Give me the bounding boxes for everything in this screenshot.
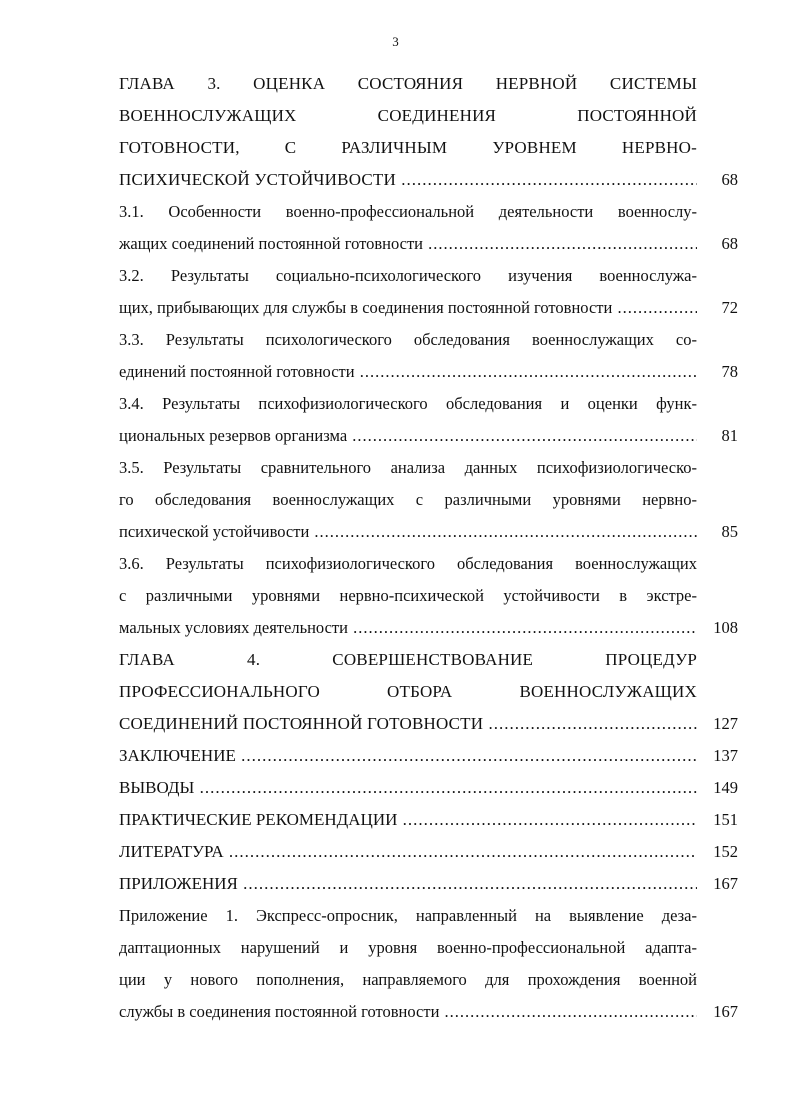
toc-entry-line: даптационных нарушений и уровня военно-профессиональной адапта-	[119, 938, 697, 957]
toc-page-number: 85	[721, 522, 738, 541]
toc-section-entry	[119, 388, 740, 452]
toc-main-entry	[119, 836, 740, 868]
toc-entry-line: ВОЕННОСЛУЖАЩИХ СОЕДИНЕНИЯ ПОСТОЯННОЙ	[119, 106, 697, 125]
toc-entry-line: СОЕДИНЕНИЙ ПОСТОЯННОЙ ГОТОВНОСТИ .....	[119, 708, 697, 740]
toc-page-number: 72	[721, 298, 738, 317]
toc-page-number: 127	[713, 714, 738, 733]
toc-page-number: 167	[713, 1002, 738, 1021]
toc-section-entry	[119, 196, 740, 260]
toc-section-entry	[119, 452, 740, 548]
toc-entry-line: 3.1. Особенности военно-профессиональной деятельности военнослу-	[119, 202, 697, 221]
toc-entry-line: единений постоянной готовности .....	[119, 356, 697, 388]
toc-section-entry	[119, 900, 740, 1028]
toc-page-number: 149	[713, 778, 738, 797]
toc-entry-line: ГЛАВА 3. ОЦЕНКА СОСТОЯНИЯ НЕРВНОЙ СИСТЕМЫ	[119, 74, 697, 93]
toc-page-number: 137	[713, 746, 738, 765]
toc-entry-line: циональных резервов организма .....	[119, 420, 697, 452]
toc-section-entry	[119, 260, 740, 324]
toc-section-entry	[119, 324, 740, 388]
toc-page-number: 152	[713, 842, 738, 861]
toc-page-number: 151	[713, 810, 738, 829]
toc-main-entry	[119, 804, 740, 836]
toc-main-entry	[119, 868, 740, 900]
toc-entry-line: мальных условиях деятельности .....	[119, 612, 697, 644]
toc-page-number: 78	[721, 362, 738, 381]
toc-page-number: 167	[713, 874, 738, 893]
toc-chapter-entry	[119, 68, 740, 196]
toc-entry-line: 3.6. Результаты психофизиологического обследования военнослужащих	[119, 554, 697, 573]
toc-entry-line: 3.3. Результаты психологического обследования военнослужащих со-	[119, 330, 697, 349]
toc-entry-line: 3.4. Результаты психофизиологического обследования и оценки функ-	[119, 394, 697, 413]
toc-page-number: 108	[713, 618, 738, 637]
page-number: 3	[392, 34, 399, 49]
toc-section-entry	[119, 548, 740, 644]
toc-entry-line: 3.5. Результаты сравнительного анализа данных психофизиологическо-	[119, 458, 697, 477]
toc-entry-line: психической устойчивости .....	[119, 516, 697, 548]
toc-entry-line: с различными уровнями нервно-психической устойчивости в экстре-	[119, 586, 697, 605]
toc-chapter-entry	[119, 644, 740, 740]
toc-entry-line: 3.2. Результаты социально-психологического изучения военнослужа-	[119, 266, 697, 285]
toc-entry-line: ГОТОВНОСТИ, С РАЗЛИЧНЫМ УРОВНЕМ НЕРВНО-	[119, 138, 697, 157]
toc-main-entry	[119, 772, 740, 804]
toc-entry-line: ПРОФЕССИОНАЛЬНОГО ОТБОРА ВОЕННОСЛУЖАЩИХ	[119, 682, 697, 701]
toc-page-number: 68	[721, 234, 738, 253]
toc-entry-line: ЗАКЛЮЧЕНИЕ .....	[119, 740, 697, 772]
toc-page-number: 68	[721, 170, 738, 189]
table-of-contents	[119, 68, 740, 1028]
toc-entry-line: жащих соединений постоянной готовности .....	[119, 228, 697, 260]
toc-entry-line: ции у нового пополнения, направляемого для прохождения военной	[119, 970, 697, 989]
toc-entry-line: службы в соединения постоянной готовности .....	[119, 996, 697, 1028]
toc-page-number: 81	[721, 426, 738, 445]
toc-entry-line: го обследования военнослужащих с различными уровнями нервно-	[119, 490, 697, 509]
toc-entry-line: ВЫВОДЫ .....	[119, 772, 697, 804]
toc-entry-line: щих, прибывающих для службы в соединения постоянной готовности .....	[119, 292, 697, 324]
toc-entry-line: Приложение 1. Экспресс-опросник, направленный на выявление деза-	[119, 906, 697, 925]
toc-main-entry	[119, 740, 740, 772]
toc-entry-line: ЛИТЕРАТУРА .....	[119, 836, 697, 868]
toc-entry-line: ПСИХИЧЕСКОЙ УСТОЙЧИВОСТИ .....	[119, 164, 697, 196]
toc-entry-line: ГЛАВА 4. СОВЕРШЕНСТВОВАНИЕ ПРОЦЕДУР	[119, 650, 697, 669]
toc-entry-line: ПРАКТИЧЕСКИЕ РЕКОМЕНДАЦИИ .....	[119, 804, 697, 836]
toc-entry-line: ПРИЛОЖЕНИЯ .....	[119, 868, 697, 900]
